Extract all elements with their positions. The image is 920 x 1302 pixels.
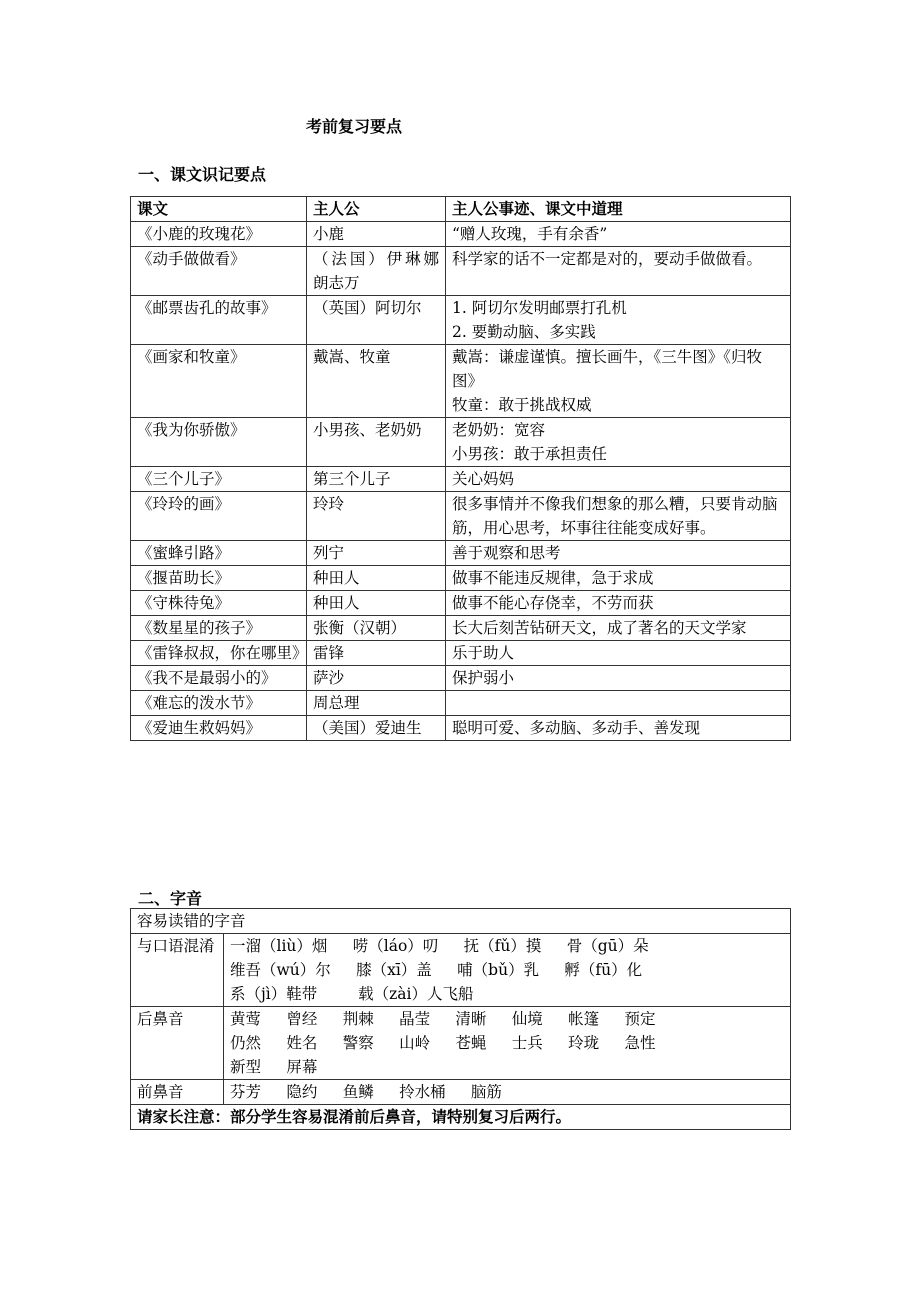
- lesson-story: [446, 541, 791, 566]
- story-line: 聪明可爱、多动脑、多动手、善发现: [452, 719, 701, 737]
- lesson-hero: 种田人: [307, 591, 446, 616]
- word-line: 仍然 姓名 警察 山岭 苍蝇 士兵 玲珑 急性: [230, 1034, 656, 1052]
- lesson-hero: 玲玲: [307, 492, 446, 541]
- lesson-hero: 列宁: [307, 541, 446, 566]
- table-row: [131, 1105, 791, 1130]
- lesson-title: 《动手做做看》: [131, 247, 307, 296]
- table-row: [131, 716, 791, 741]
- story-line: 做事不能违反规律，急于求成: [452, 569, 654, 587]
- story-line: 1. 阿切尔发明邮票打孔机: [452, 299, 627, 317]
- header-hero: 主人公: [307, 197, 446, 222]
- table-row: [131, 541, 791, 566]
- header-lesson: 课文: [131, 197, 307, 222]
- pron-words: [224, 1007, 791, 1080]
- section2-heading: 二、字音: [138, 889, 203, 908]
- parent-notice: 请家长注意：部分学生容易混淆前后鼻音，请特别复习后两行。: [131, 1105, 791, 1130]
- lesson-title: 《我不是最弱小的》: [131, 666, 307, 691]
- word-line: 新型 屏幕: [230, 1058, 318, 1076]
- story-line: 2. 要勤动脑、多实践: [452, 323, 596, 341]
- pronunciation-table: [130, 908, 791, 1130]
- lesson-story: [446, 716, 791, 741]
- table-row: [131, 616, 791, 641]
- lesson-story: [446, 296, 791, 345]
- pron-words: [224, 1080, 791, 1105]
- section1-heading: 一、课文识记要点: [138, 165, 267, 184]
- lesson-title: 《三个儿子》: [131, 467, 307, 492]
- table-row: [131, 222, 791, 247]
- lesson-story: [446, 345, 791, 418]
- lesson-title: 《难忘的泼水节》: [131, 691, 307, 716]
- story-line: 小男孩：敢于承担责任: [452, 445, 608, 463]
- story-line: 关心妈妈: [452, 470, 515, 488]
- lesson-story: [446, 566, 791, 591]
- lesson-title: 《数星星的孩子》: [131, 616, 307, 641]
- table-row: [131, 691, 791, 716]
- story-line: 牧童：敢于挑战权威: [452, 396, 592, 414]
- lesson-hero: （英国）阿切尔: [307, 296, 446, 345]
- lesson-title: 《邮票齿孔的故事》: [131, 296, 307, 345]
- lesson-hero: （法国）伊琳娜 朗志万: [307, 247, 446, 296]
- lesson-title: 《小鹿的玫瑰花》: [131, 222, 307, 247]
- table-row: [131, 418, 791, 467]
- story-line: 老奶奶：宽容: [452, 421, 546, 439]
- word-line: 芬芳 隐约 鱼鳞 拎水桶 脑筋: [230, 1083, 502, 1101]
- lesson-hero: 小鹿: [307, 222, 446, 247]
- lesson-hero: 戴嵩、牧童: [307, 345, 446, 418]
- table-row: [131, 345, 791, 418]
- table-header-row: [131, 197, 791, 222]
- table-title-row: [131, 909, 791, 934]
- story-line: 乐于助人: [452, 644, 515, 662]
- word-line: 系（jì）鞋带 载（zài）人飞船: [230, 985, 474, 1003]
- lesson-story: [446, 616, 791, 641]
- lesson-hero: 小男孩、老奶奶: [307, 418, 446, 467]
- lesson-story: [446, 418, 791, 467]
- table-row: [131, 566, 791, 591]
- lesson-title: 《雷锋叔叔，你在哪里》: [131, 641, 307, 666]
- pron-category: 与口语混淆: [131, 934, 224, 1007]
- pron-category: 后鼻音: [131, 1007, 224, 1080]
- table-row: [131, 591, 791, 616]
- table-row: [131, 296, 791, 345]
- lesson-story: [446, 492, 791, 541]
- lesson-story: [446, 691, 791, 716]
- table-row: [131, 247, 791, 296]
- pron-words: [224, 934, 791, 1007]
- story-line: 很多事情并不像我们想象的那么糟，只要肯动脑筋，用心思考，坏事往往能变成好事。: [452, 495, 778, 537]
- table-row: [131, 492, 791, 541]
- table-row: [131, 1080, 791, 1105]
- lesson-title: 《守株待兔》: [131, 591, 307, 616]
- lesson-story: [446, 247, 791, 296]
- lesson-title: 《我为你骄傲》: [131, 418, 307, 467]
- story-line: 做事不能心存侥幸，不劳而获: [452, 594, 654, 612]
- story-line: 保护弱小: [452, 669, 515, 687]
- story-line: 戴嵩：谦虚谨慎。擅长画牛，《三牛图》《归牧图》: [452, 348, 763, 390]
- table-row: [131, 666, 791, 691]
- story-line: 长大后刻苦钻研天文，成了著名的天文学家: [452, 619, 747, 637]
- word-line: 黄莺 曾经 荆棘 晶莹 清晰 仙境 帐篷 预定: [230, 1010, 656, 1028]
- lesson-story: [446, 591, 791, 616]
- lessons-table: [130, 196, 791, 741]
- table-row: [131, 1007, 791, 1080]
- lesson-hero: 第三个儿子: [307, 467, 446, 492]
- header-story: 主人公事迹、课文中道理: [446, 197, 791, 222]
- story-line: 善于观察和思考: [452, 544, 561, 562]
- lesson-hero: 萨沙: [307, 666, 446, 691]
- lesson-hero: （美国）爱迪生: [307, 716, 446, 741]
- table-row: [131, 467, 791, 492]
- story-line: “赠人玫瑰，手有余香”: [452, 225, 608, 243]
- lesson-title: 《蜜蜂引路》: [131, 541, 307, 566]
- lesson-story: [446, 222, 791, 247]
- lesson-title: 《玲玲的画》: [131, 492, 307, 541]
- page-title: 考前复习要点: [306, 117, 403, 136]
- lesson-hero: 雷锋: [307, 641, 446, 666]
- lesson-title: 《揠苗助长》: [131, 566, 307, 591]
- word-line: 维吾（wú）尔 膝（xī）盖 哺（bǔ）乳 孵（fū）化: [230, 961, 643, 979]
- lesson-story: [446, 641, 791, 666]
- pron-category: 前鼻音: [131, 1080, 224, 1105]
- lesson-title: 《画家和牧童》: [131, 345, 307, 418]
- lesson-hero: 种田人: [307, 566, 446, 591]
- lesson-story: [446, 467, 791, 492]
- lesson-hero: 周总理: [307, 691, 446, 716]
- story-line: [452, 691, 784, 715]
- lesson-story: [446, 666, 791, 691]
- pronunciation-table-title: 容易读错的字音: [131, 909, 791, 934]
- word-line: 一溜（liù）烟 唠（láo）叨 抚（fǔ）摸 骨（gū）朵: [230, 937, 649, 955]
- story-line: 科学家的话不一定都是对的，要动手做做看。: [452, 250, 763, 268]
- lesson-title: 《爱迪生救妈妈》: [131, 716, 307, 741]
- table-row: [131, 641, 791, 666]
- lesson-hero: 张衡（汉朝）: [307, 616, 446, 641]
- table-row: [131, 934, 791, 1007]
